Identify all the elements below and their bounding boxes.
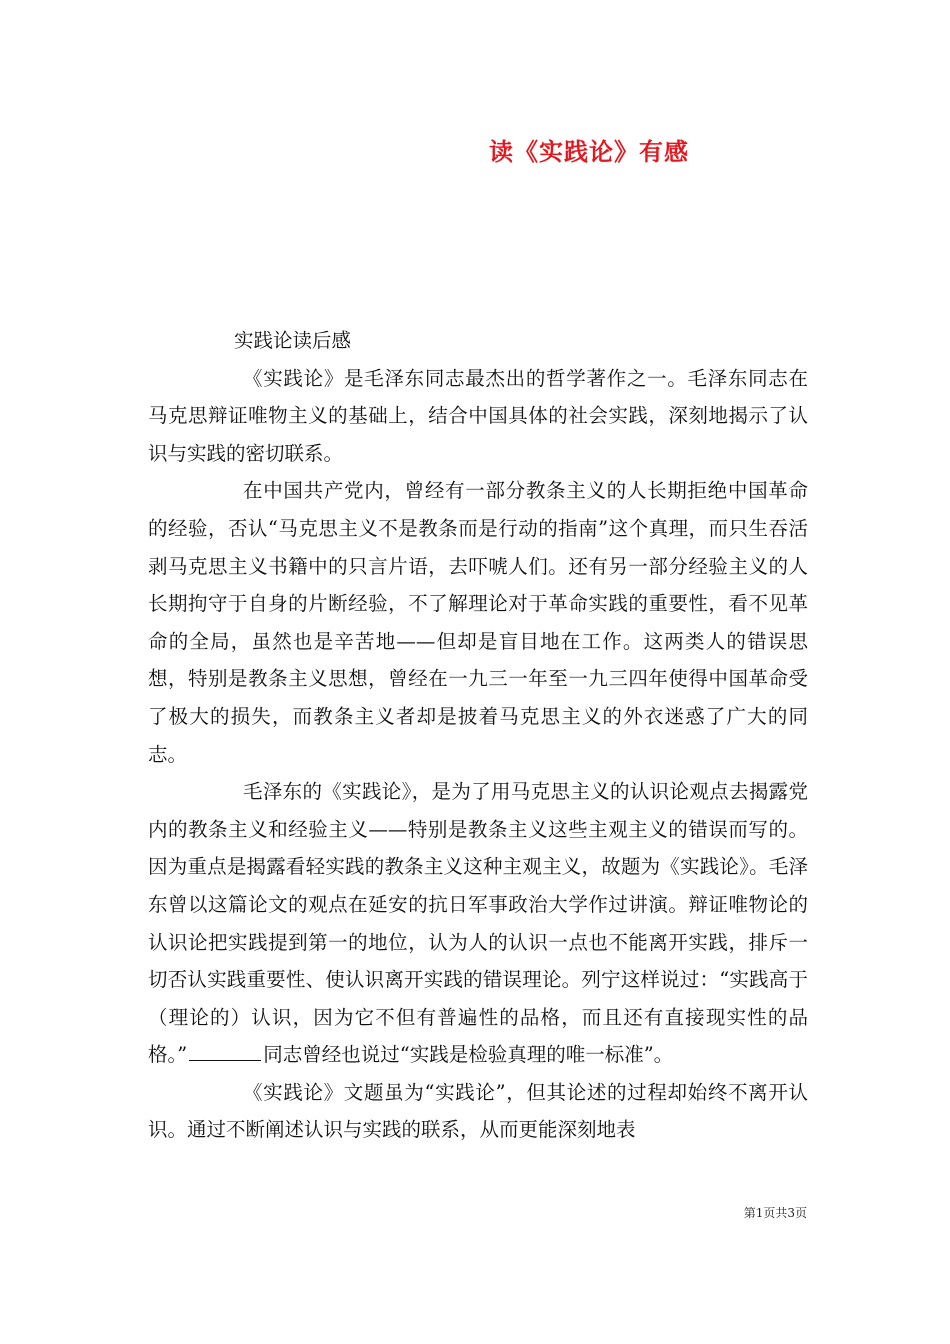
paragraph-3 <box>148 773 808 1074</box>
paragraph-3-tail: 同志曾经也说过“实践是检验真理的唯一标准”。 <box>263 1043 674 1067</box>
paragraph-2: 在中国共产党内，曾经有一部分教条主义的人长期拒绝中国革命的经验，否认“马克思主义不是教条而是行动的指南”这个真理，而只生吞活剥马克思主义书籍中的只言片语，去吓唬人们。还有另一部分经验主义的人长期拘守于自身的片断经验，不了解理论对于革命实践的重要性，看不见革命的全局，虽然也是辛苦地——但却是盲目地在工作。这两类人的错误思想，特别是教条主义思想，曾经在一九三一年至一九三四年使得中国革命受了极大的损失，而教条主义者却是披着马克思主义的外衣迷惑了广大的同志。 <box>148 479 808 766</box>
document-body <box>148 322 808 1149</box>
paragraph-4: 《实践论》文题虽为“实践论”，但其论述的过程却始终不离开认识。通过不断阐述认识与实践的联系，从而更能深刻地表 <box>148 1080 808 1142</box>
document-title: 读《实践论》有感 <box>489 137 689 166</box>
paragraph-3-text: 毛泽东的《实践论》，是为了用马克思主义的认识论观点去揭露党内的教条主义和经验主义——特别是教条主义这些主观主义的错误而写的。因为重点是揭露看轻实践的教条主义这种主观主义，故题为《实践论》。毛泽东曾以这篇论文的观点在延安的抗日军事政治大学作过讲演。辩证唯物论的认识论把实践提到第一的地位，认为人的认识一点也不能离开实践，排斥一切否认实践重要性、使认识离开实践的错误理论。列宁这样说过：“实践高于（理论的）认识，因为它不但有普遍性的品格，而且还有直接现实性的品格。” <box>148 780 808 1067</box>
paragraph-1: 《实践论》是毛泽东同志最杰出的哲学著作之一。毛泽东同志在马克思辩证唯物主义的基础上，结合中国具体的社会实践，深刻地揭示了认识与实践的密切联系。 <box>148 366 808 465</box>
page-number: 第1页共3页 <box>743 1206 807 1220</box>
subheading: 实践论读后感 <box>234 329 352 352</box>
fill-in-blank <box>189 1042 261 1061</box>
